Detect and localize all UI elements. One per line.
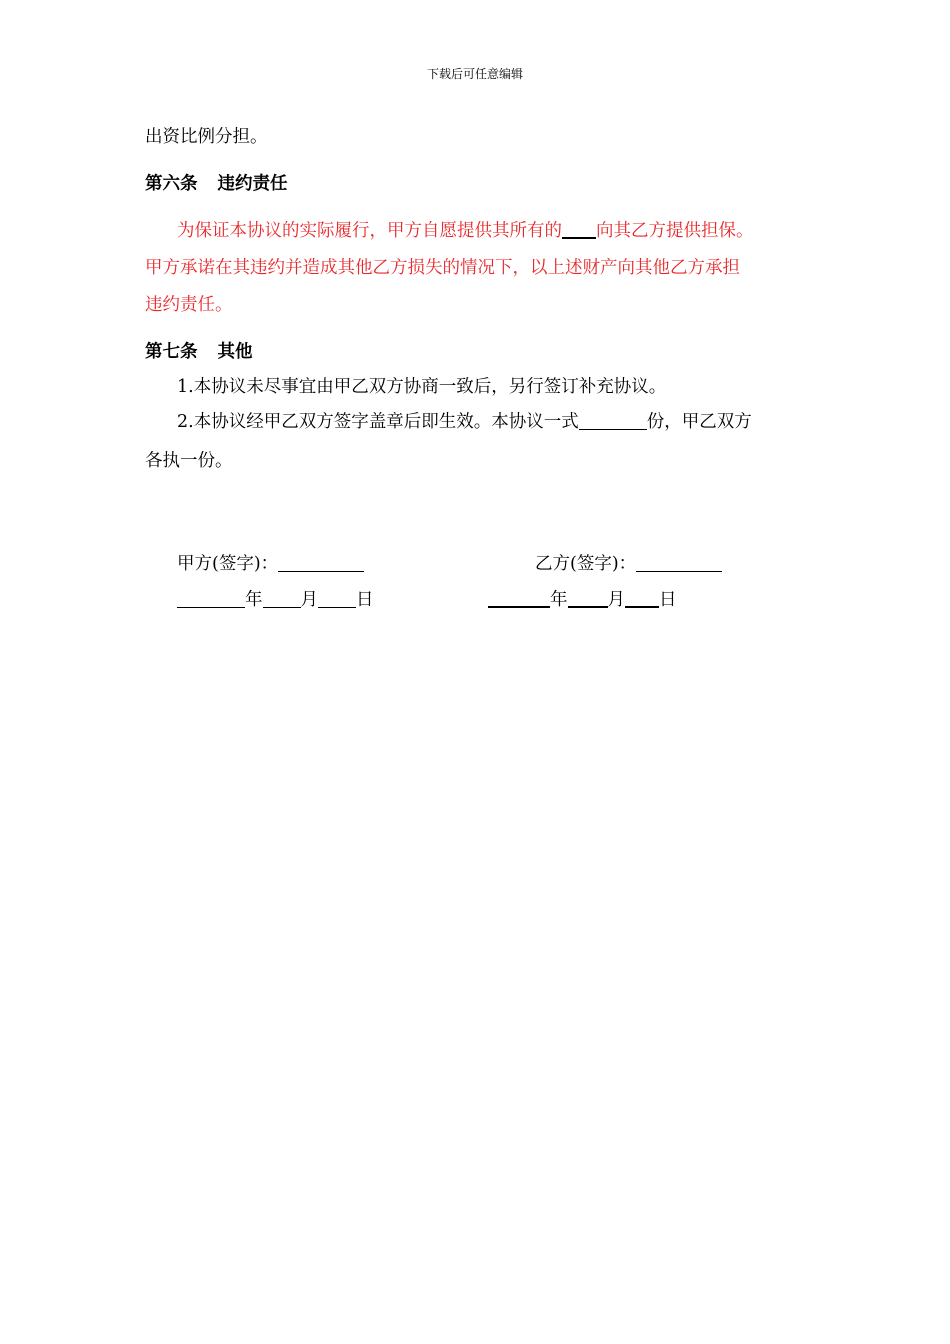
party-b-month-label: 月 [607, 590, 625, 610]
party-a-month-label: 月 [300, 590, 318, 610]
article-7-item-2-line-2: 各执一份。 [145, 451, 233, 471]
article-7-item-1: 1.本协议未尽事宜由甲乙双方协商一致后，另行签订补充协议。 [177, 377, 667, 397]
party-b-year-blank [488, 588, 550, 608]
party-b-date [488, 588, 677, 612]
page-header: 下载后可任意编辑 [426, 67, 523, 81]
article-7-title: 其他 [217, 342, 253, 362]
party-b-signature-blank [636, 553, 722, 572]
article-6-text-part-2: 向其乙方提供担保。 [596, 221, 754, 241]
article-7-heading [145, 340, 253, 364]
party-a-signature [177, 552, 364, 576]
continuation-text: 出资比例分担。 [145, 127, 268, 147]
party-a-year-blank [177, 589, 245, 608]
party-b-year-label: 年 [550, 590, 568, 610]
article-7-number: 第七条 [145, 342, 198, 362]
article-6-paragraph-line-3: 违约责任。 [145, 295, 233, 315]
property-blank [562, 219, 596, 239]
article-6-paragraph-line-1 [177, 219, 754, 243]
party-a-day-blank [318, 589, 356, 608]
copies-blank [579, 411, 647, 430]
article-6-title: 违约责任 [217, 174, 288, 194]
party-a-label: 甲方(签字)： [177, 554, 279, 574]
party-b-day-blank [625, 588, 659, 608]
party-b-month-blank [568, 588, 608, 608]
article-6-text-part-1: 为保证本协议的实际履行，甲方自愿提供其所有的 [177, 221, 562, 241]
party-b-day-label: 日 [659, 590, 677, 610]
party-a-signature-blank [278, 553, 364, 572]
article-6-heading [145, 172, 288, 196]
article-6-number: 第六条 [145, 174, 198, 194]
party-b-signature [535, 552, 722, 576]
party-a-date [177, 588, 374, 612]
party-a-day-label: 日 [356, 590, 374, 610]
party-a-month-blank [263, 589, 301, 608]
article-7-item-2 [177, 410, 752, 434]
party-a-year-label: 年 [245, 590, 263, 610]
article-7-item-2-part-2: 份，甲乙双方 [646, 412, 752, 432]
article-6-paragraph-line-2: 甲方承诺在其违约并造成其他乙方损失的情况下，以上述财产向其他乙方承担 [145, 258, 740, 278]
party-b-label: 乙方(签字)： [535, 554, 637, 574]
article-7-item-2-part-1: 2.本协议经甲乙双方签字盖章后即生效。本协议一式 [177, 412, 579, 432]
